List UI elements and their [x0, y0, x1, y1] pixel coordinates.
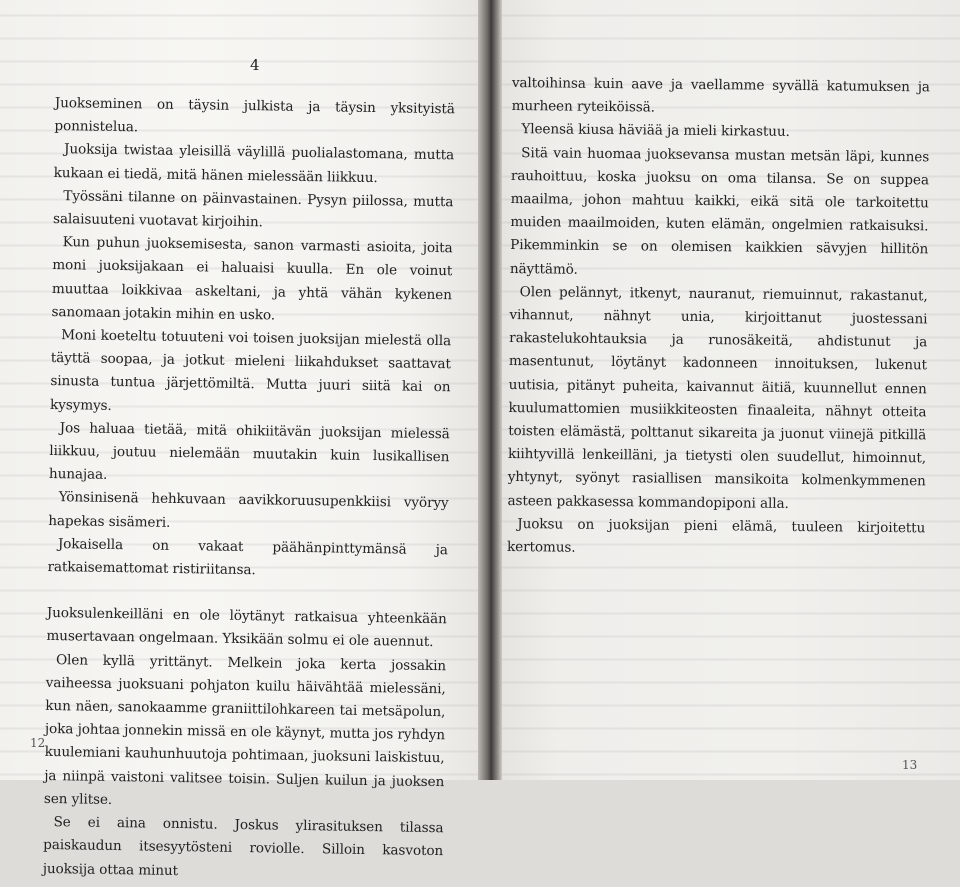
- paragraph: Kun puhun juoksemisesta, sanon varmasti asioita, joita moni juoksijakaan ei haluaisi kuulla. En ole voinut muuttaa loikkivaa askeltani, ja yhtä vähän kykenen sanomaan jotakin mihin en usko.: [51, 234, 453, 324]
- right-page: [502, 0, 960, 780]
- paragraph: Juoksulenkeilläni en ole löytänyt ratkaisua yhteenkään musertavaan ongelmaan. Yksikään solmu ei ole auennut.: [46, 605, 447, 651]
- paragraph: Se ei aina onnistu. Joskus ylirasituksen tilassa paiskaudun itsesyytösteni roviolle. Silloin kasvoton juoksija ottaa minut: [42, 814, 444, 879]
- book-gutter: [478, 0, 502, 780]
- paragraph: Yleensä kiusa häviää ja mieli kirkastuu.: [521, 121, 790, 141]
- left-page-text: [43, 92, 455, 887]
- paragraph: Sitä vain huomaa juoksevansa mustan metsän läpi, kunnes rauhoittuu, koska juoksu on oma tilansa. Se on suppea maailma, johon mahtuu kaikki, eikä sitä ole tarkoitettu muiden maailmoiden, kuten elämän, ongelmien ratkaisuksi. Pikemminkin se on olemisen kaikkien sävyjen hillitön näyttämö.: [509, 144, 930, 278]
- left-page: [0, 0, 478, 879]
- paragraph: Työssäni tilanne on päinvastainen. Pysyn piilossa, mutta salaisuuteni vuotavat kirjoihin.: [52, 187, 454, 231]
- paragraph: Juoksu on juoksijan pieni elämä, tuuleen kirjoitettu kertomus.: [506, 515, 926, 556]
- paragraph: Olen pelännyt, itkenyt, nauranut, riemuinnut, rakastanut, vihannut, nähnyt unia, kirjoittanut juostessani rakastelukohtauksia ja runosäkeitä, ahdistunut ja masentunut, löytänyt kadonneen innoituksen, lukenut uutisia, pitänyt puheita, kaivannut äitiä, kuunnellut ennen kuulumattomien musiikkiteosten finaaleita, nähnyt otteita toisten elämästä, polttanut sikareita ja juonut viinejä pitkillä kiihtyvillä lenkeilläni, ja tietysti olen suudellut, himoinnut, yhtynyt, syönyt rasiallisen mansikoita kolmenkymmenen asteen pakkasessa kommandopiponi alla.: [507, 283, 928, 512]
- paragraph: Moni koeteltu totuuteni voi toisen juoksijan mielestä olla täyttä soopaa, ja jotkut mieleni liikahdukset saattavat sinusta tuntua järjettömiltä. Mutta juuri siitä kai on kysymys.: [49, 327, 452, 414]
- chapter-number: 4: [250, 56, 260, 74]
- paragraph: Olen kyllä yrittänyt. Melkein joka kerta jossakin vaiheessa juoksuani pohjaton kuilu häivähtää mielessäni, kun näen, sanokaamme graniittilohkareen tai metsäpolun, joka johtaa jonnekin missä en ole käynyt, mutta jos ryhdyn kuulemiani kauhunhuutoja pohtimaan, juoksuni laiskistuu, ja niinpä vaistoni valitsee toisin. Suljen kuilun ja juoksen sen ylitse.: [43, 651, 447, 808]
- paragraph: valtoihinsa kuin aave ja vaellamme syvällä katumuksen ja murheen ryteiköissä.: [511, 74, 930, 116]
- paragraph: Juoksija twistaa yleisillä väylillä puolialastomana, mutta kukaan ei tiedä, mitä hänen mielessään liikkuu.: [53, 141, 455, 186]
- paragraph: Jos haluaa tietää, mitä ohikiitävän juoksijan mielessä liikkuu, joutuu nielemään muutakin kuin lusikallisen hunajaa.: [48, 419, 450, 484]
- paragraph: Jokaisella on vakaat päähänpinttymänsä ja ratkaisemattomat ristiriitansa.: [47, 535, 448, 579]
- page-number-right: 13: [902, 758, 918, 772]
- page-number-left: 12: [30, 736, 46, 750]
- right-page-text: [507, 72, 930, 564]
- paragraph: Yönsinisenä hehkuvaan aavikkoruusupenkkiisi vyöryy hapekas sisämeri.: [48, 489, 449, 531]
- paragraph: Juokseminen on täysin julkista ja täysin yksityistä ponnistelua.: [54, 94, 455, 136]
